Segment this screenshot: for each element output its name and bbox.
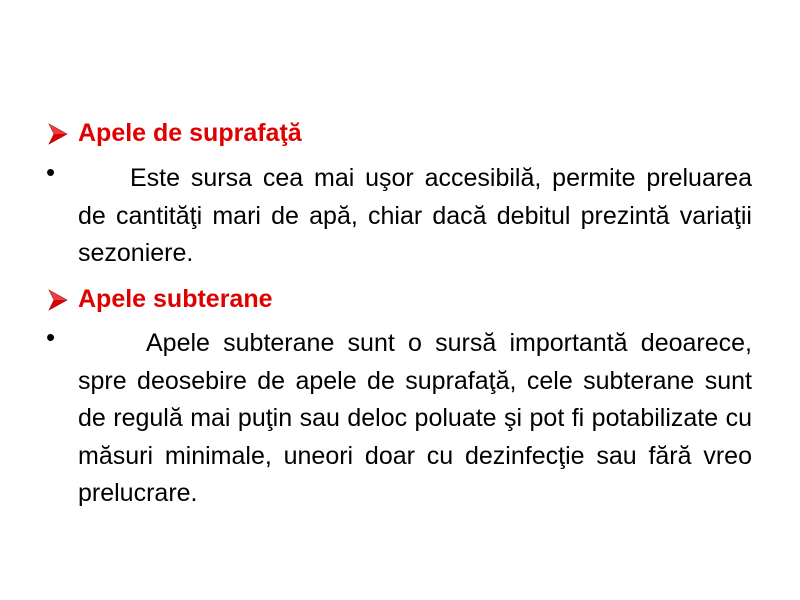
heading-groundwater <box>46 284 752 314</box>
heading-text: Apele subterane <box>78 285 273 313</box>
paragraph-text: Este sursa cea mai uşor accesibilă, permite preluarea de cantităţi mari de apă, chiar dacă debitul prezintă variaţii sezoniere. <box>78 164 752 267</box>
bullet-marker: • <box>46 322 56 352</box>
paragraph-body <box>78 160 752 273</box>
bullet-marker: • <box>46 157 56 187</box>
paragraph-text: Apele subterane sunt o sursă importantă deoarece, spre deosebire de apele de suprafaţă, cele subterane sunt de regulă mai puţin sau deloc poluate şi pot fi potabilizate cu măsuri minimale, uneori doar cu dezinfecţie sau fără vreo prelucrare. <box>78 329 752 507</box>
heading-surface-water <box>46 118 752 148</box>
arrow-bullet-icon <box>46 288 76 317</box>
paragraph-body <box>78 325 752 513</box>
arrow-bullet-icon <box>46 122 76 151</box>
heading-text: Apele de suprafaţă <box>78 119 302 147</box>
paragraph-groundwater <box>46 322 752 513</box>
paragraph-surface-water <box>46 157 752 273</box>
